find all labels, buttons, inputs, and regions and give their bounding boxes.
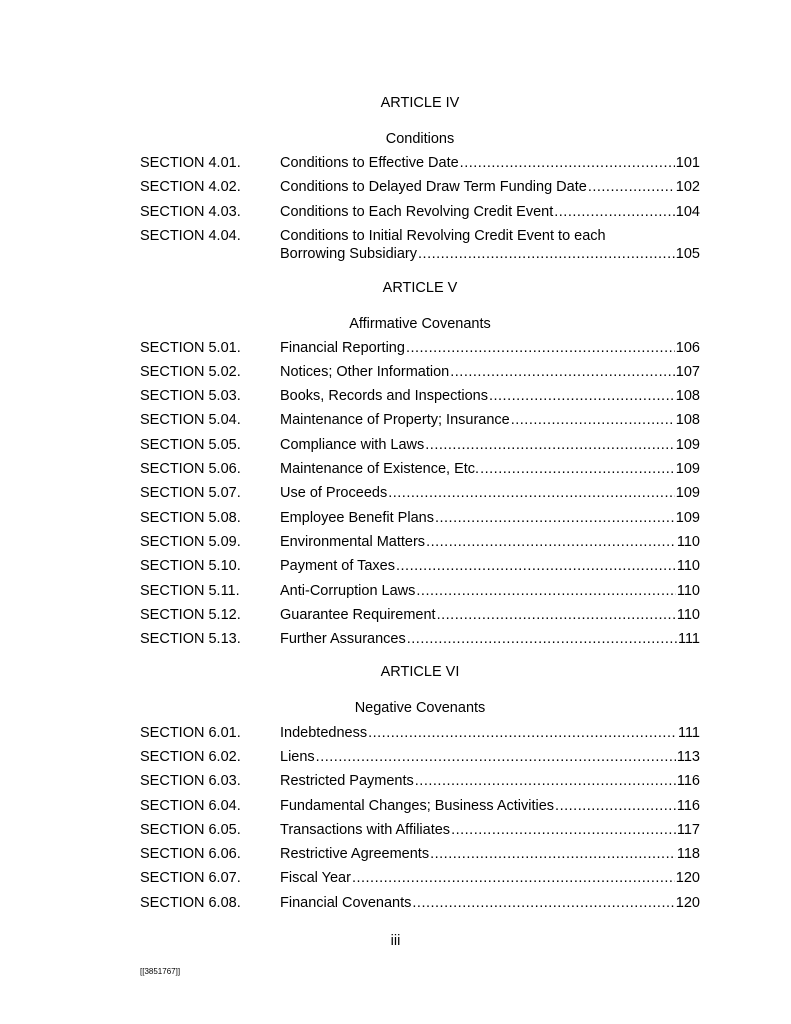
page-ref: 116 <box>676 798 700 814</box>
section-title: Restricted Payments <box>280 773 414 789</box>
page-ref: 105 <box>675 246 700 262</box>
section-title: Financial Covenants <box>280 895 412 911</box>
document-id: [[3851767]] <box>140 967 181 976</box>
dot-leader <box>426 533 676 551</box>
section-number: SECTION 6.02. <box>140 749 241 765</box>
section-title: Compliance with Laws <box>280 437 425 453</box>
section-number: SECTION 5.09. <box>140 534 241 550</box>
page-ref: 111 <box>677 725 700 741</box>
dot-leader <box>489 387 675 405</box>
page-ref: 120 <box>675 870 700 886</box>
dot-leader <box>430 845 676 863</box>
section-title: Employee Benefit Plans <box>280 510 434 526</box>
article-subtitle: Conditions <box>385 131 455 147</box>
dot-leader <box>352 869 675 887</box>
page-number: iii <box>390 933 401 949</box>
page-ref: 101 <box>675 155 700 171</box>
section-number: SECTION 5.01. <box>140 340 241 356</box>
article-heading: ARTICLE IV <box>380 95 460 111</box>
dot-leader <box>418 245 675 263</box>
section-title: Conditions to Delayed Draw Term Funding Date <box>280 179 587 195</box>
dot-leader <box>425 436 675 454</box>
page-ref: 108 <box>675 388 700 404</box>
dot-leader <box>437 606 676 624</box>
section-title: Further Assurances <box>280 631 406 647</box>
section-title: Fiscal Year <box>280 870 351 886</box>
section-number: SECTION 5.03. <box>140 388 241 404</box>
dot-leader <box>511 411 675 429</box>
section-number: SECTION 6.05. <box>140 822 241 838</box>
section-number: SECTION 5.08. <box>140 510 241 526</box>
page-ref: 107 <box>675 364 700 380</box>
dot-leader <box>406 339 675 357</box>
section-title: Conditions to Each Revolving Credit Event <box>280 204 554 220</box>
article-heading: ARTICLE VI <box>380 664 460 680</box>
section-number: SECTION 6.04. <box>140 798 241 814</box>
dot-leader <box>588 178 675 196</box>
dot-leader <box>554 203 675 221</box>
dot-leader <box>412 894 674 912</box>
dot-leader <box>416 582 675 600</box>
section-number: SECTION 5.11. <box>140 583 240 599</box>
dot-leader <box>407 630 677 648</box>
section-title: Transactions with Affiliates <box>280 822 451 838</box>
section-number: SECTION 5.10. <box>140 558 241 574</box>
page-ref: 109 <box>675 461 700 477</box>
article-heading: ARTICLE V <box>382 280 458 296</box>
section-number: SECTION 5.02. <box>140 364 241 380</box>
page-ref: 110 <box>676 534 700 550</box>
page-ref: 102 <box>675 179 700 195</box>
section-title: Maintenance of Existence, Etc. <box>280 461 480 477</box>
dot-leader <box>435 509 675 527</box>
dot-leader <box>555 797 676 815</box>
section-number: SECTION 6.03. <box>140 773 241 789</box>
dot-leader <box>368 724 677 742</box>
section-number: SECTION 4.03. <box>140 204 241 220</box>
page-ref: 108 <box>675 412 700 428</box>
section-title: Financial Reporting <box>280 340 405 356</box>
section-title: Guarantee Requirement <box>280 607 436 623</box>
section-title: Maintenance of Property; Insurance <box>280 412 510 428</box>
section-number: SECTION 6.08. <box>140 895 241 911</box>
section-title: Borrowing Subsidiary <box>280 246 418 262</box>
article-subtitle: Affirmative Covenants <box>349 316 491 332</box>
section-number: SECTION 5.13. <box>140 631 241 647</box>
section-number: SECTION 6.01. <box>140 725 241 741</box>
page-ref: 109 <box>675 510 700 526</box>
page-ref: 118 <box>676 846 700 862</box>
section-number: SECTION 4.01. <box>140 155 241 171</box>
dot-leader <box>415 772 676 790</box>
page-ref: 110 <box>676 583 700 599</box>
page-ref: 109 <box>675 485 700 501</box>
dot-leader <box>451 821 676 839</box>
section-number: SECTION 6.07. <box>140 870 241 886</box>
page-ref: 120 <box>675 895 700 911</box>
page-ref: 116 <box>676 773 700 789</box>
section-number: SECTION 5.07. <box>140 485 241 501</box>
page-ref: 110 <box>676 607 700 623</box>
article-subtitle: Negative Covenants <box>354 700 486 716</box>
section-number: SECTION 4.04. <box>140 228 241 244</box>
page-ref: 104 <box>675 204 700 220</box>
section-title: Use of Proceeds <box>280 485 388 501</box>
dot-leader <box>460 154 675 172</box>
section-title: Environmental Matters <box>280 534 426 550</box>
page-ref: 113 <box>676 749 700 765</box>
section-number: SECTION 5.04. <box>140 412 241 428</box>
page-ref: 111 <box>677 631 700 647</box>
section-number: SECTION 6.06. <box>140 846 241 862</box>
section-number: SECTION 5.12. <box>140 607 241 623</box>
section-title: Indebtedness <box>280 725 368 741</box>
section-title: Conditions to Effective Date <box>280 155 459 171</box>
section-title-line1: Conditions to Initial Revolving Credit Event to each <box>280 228 606 244</box>
section-number: SECTION 5.06. <box>140 461 241 477</box>
section-number: SECTION 4.02. <box>140 179 241 195</box>
section-title: Fundamental Changes; Business Activities <box>280 798 555 814</box>
page-ref: 117 <box>676 822 700 838</box>
dot-leader <box>316 748 676 766</box>
page-ref: 110 <box>676 558 700 574</box>
section-title: Payment of Taxes <box>280 558 395 574</box>
dot-leader <box>450 363 675 381</box>
section-title: Restrictive Agreements <box>280 846 430 862</box>
dot-leader <box>396 557 676 575</box>
dot-leader <box>480 460 675 478</box>
section-number: SECTION 5.05. <box>140 437 241 453</box>
page-ref: 106 <box>675 340 700 356</box>
section-title: Notices; Other Information <box>280 364 450 380</box>
section-title: Books, Records and Inspections <box>280 388 488 404</box>
page-ref: 109 <box>675 437 700 453</box>
section-title: Liens <box>280 749 315 765</box>
section-title: Anti-Corruption Laws <box>280 583 416 599</box>
dot-leader <box>388 484 675 502</box>
